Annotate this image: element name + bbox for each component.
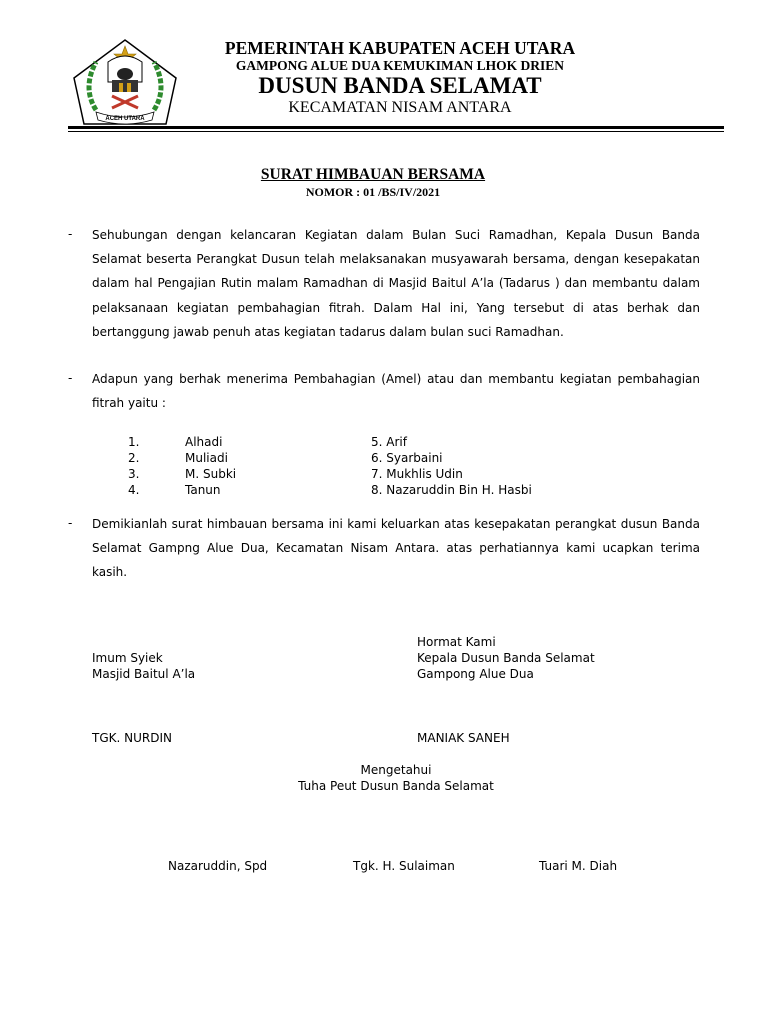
paragraph-recipients: Adapun yang berhak menerima Pembahagian (Amel) atau dan membantu kegiatan pembahagian fitrah yaitu : xyxy=(92,372,700,411)
letterhead-line-3: DUSUN BANDA SELAMAT xyxy=(258,73,542,98)
paragraph-opening: Sehubungan dengan kelancaran Kegiatan dalam Bulan Suci Ramadhan, Kepala Dusun Banda Selamat beserta Perangkat Dusun telah melaksanakan musyawarah bersama, dengan kesepakatan dalam hal Pengajian Rutin malam Ramadhan di Masjid Baitul A’la (Tadarus ) dan membantu dalam pelaksanaan kegiatan pembahagian fitrah. Dalam Hal ini, Yang tersebut di atas berhak dan bertanggung jawab penuh atas kegiatan tadarus dalam bulan suci Ramadhan. xyxy=(92,228,700,339)
letterhead-line-4: KECAMATAN NISAM ANTARA xyxy=(288,99,512,116)
letter-title: SURAT HIMBAUAN BERSAMA xyxy=(260,166,486,183)
signature-left-role: Imum Syiek xyxy=(92,651,163,665)
letterhead-line-1: PEMERINTAH KABUPATEN ACEH UTARA xyxy=(224,38,576,58)
signatory-name: Nazaruddin, Spd xyxy=(168,859,268,873)
signature-right-institution: Gampong Alue Dua xyxy=(417,667,534,681)
bullet-dash: - xyxy=(68,516,73,530)
bullet-dash: - xyxy=(68,371,73,385)
letterhead-line-2: GAMPONG ALUE DUA KEMUKIMAN LHOK DRIEN xyxy=(235,58,565,73)
bullet-dash: - xyxy=(68,227,73,241)
list-item: 8. Nazaruddin Bin H. Hasbi xyxy=(371,483,532,497)
paragraph-closing: Demikianlah surat himbauan bersama ini kami keluarkan atas kesepakatan perangkat dusun Banda Selamat Gampng Alue Dua, Kecamatan Nisam Antara. atas perhatiannya kami ucapkan terima kasih. xyxy=(92,517,700,580)
signature-right-role: Kepala Dusun Banda Selamat xyxy=(417,651,595,665)
list-item-name: Tanun xyxy=(185,483,221,497)
list-item: 6. Syarbaini xyxy=(371,451,443,465)
list-item-number: 4. xyxy=(128,483,140,497)
signature-right-name: MANIAK SANEH xyxy=(417,731,510,745)
signature-right-greeting: Hormat Kami xyxy=(417,635,496,649)
signature-left-name: TGK. NURDIN xyxy=(92,731,172,745)
list-item-name: Alhadi xyxy=(185,435,223,449)
list-item-number: 3. xyxy=(128,467,140,481)
signature-left-institution: Masjid Baitul A’la xyxy=(92,667,196,681)
list-item-name: Muliadi xyxy=(185,451,228,465)
signatory-name: Tgk. H. Sulaiman xyxy=(353,859,455,873)
emblem-ribbon-text: ACEH UTARA xyxy=(105,116,145,122)
list-item-name: M. Subki xyxy=(185,467,237,481)
letterhead-divider-thin xyxy=(68,131,724,132)
letter-number: NOMOR : 01 /BS/IV/2021 xyxy=(305,185,441,199)
list-item: 5. Arif xyxy=(371,435,407,449)
list-item: 7. Mukhlis Udin xyxy=(371,467,463,481)
letterhead-divider xyxy=(68,126,724,129)
signatory-name: Tuari M. Diah xyxy=(539,859,618,873)
acknowledgement-body: Tuha Peut Dusun Banda Selamat xyxy=(298,779,494,793)
list-item-number: 2. xyxy=(128,451,140,465)
acknowledgement-label: Mengetahui xyxy=(360,763,432,777)
list-item-number: 1. xyxy=(128,435,140,449)
